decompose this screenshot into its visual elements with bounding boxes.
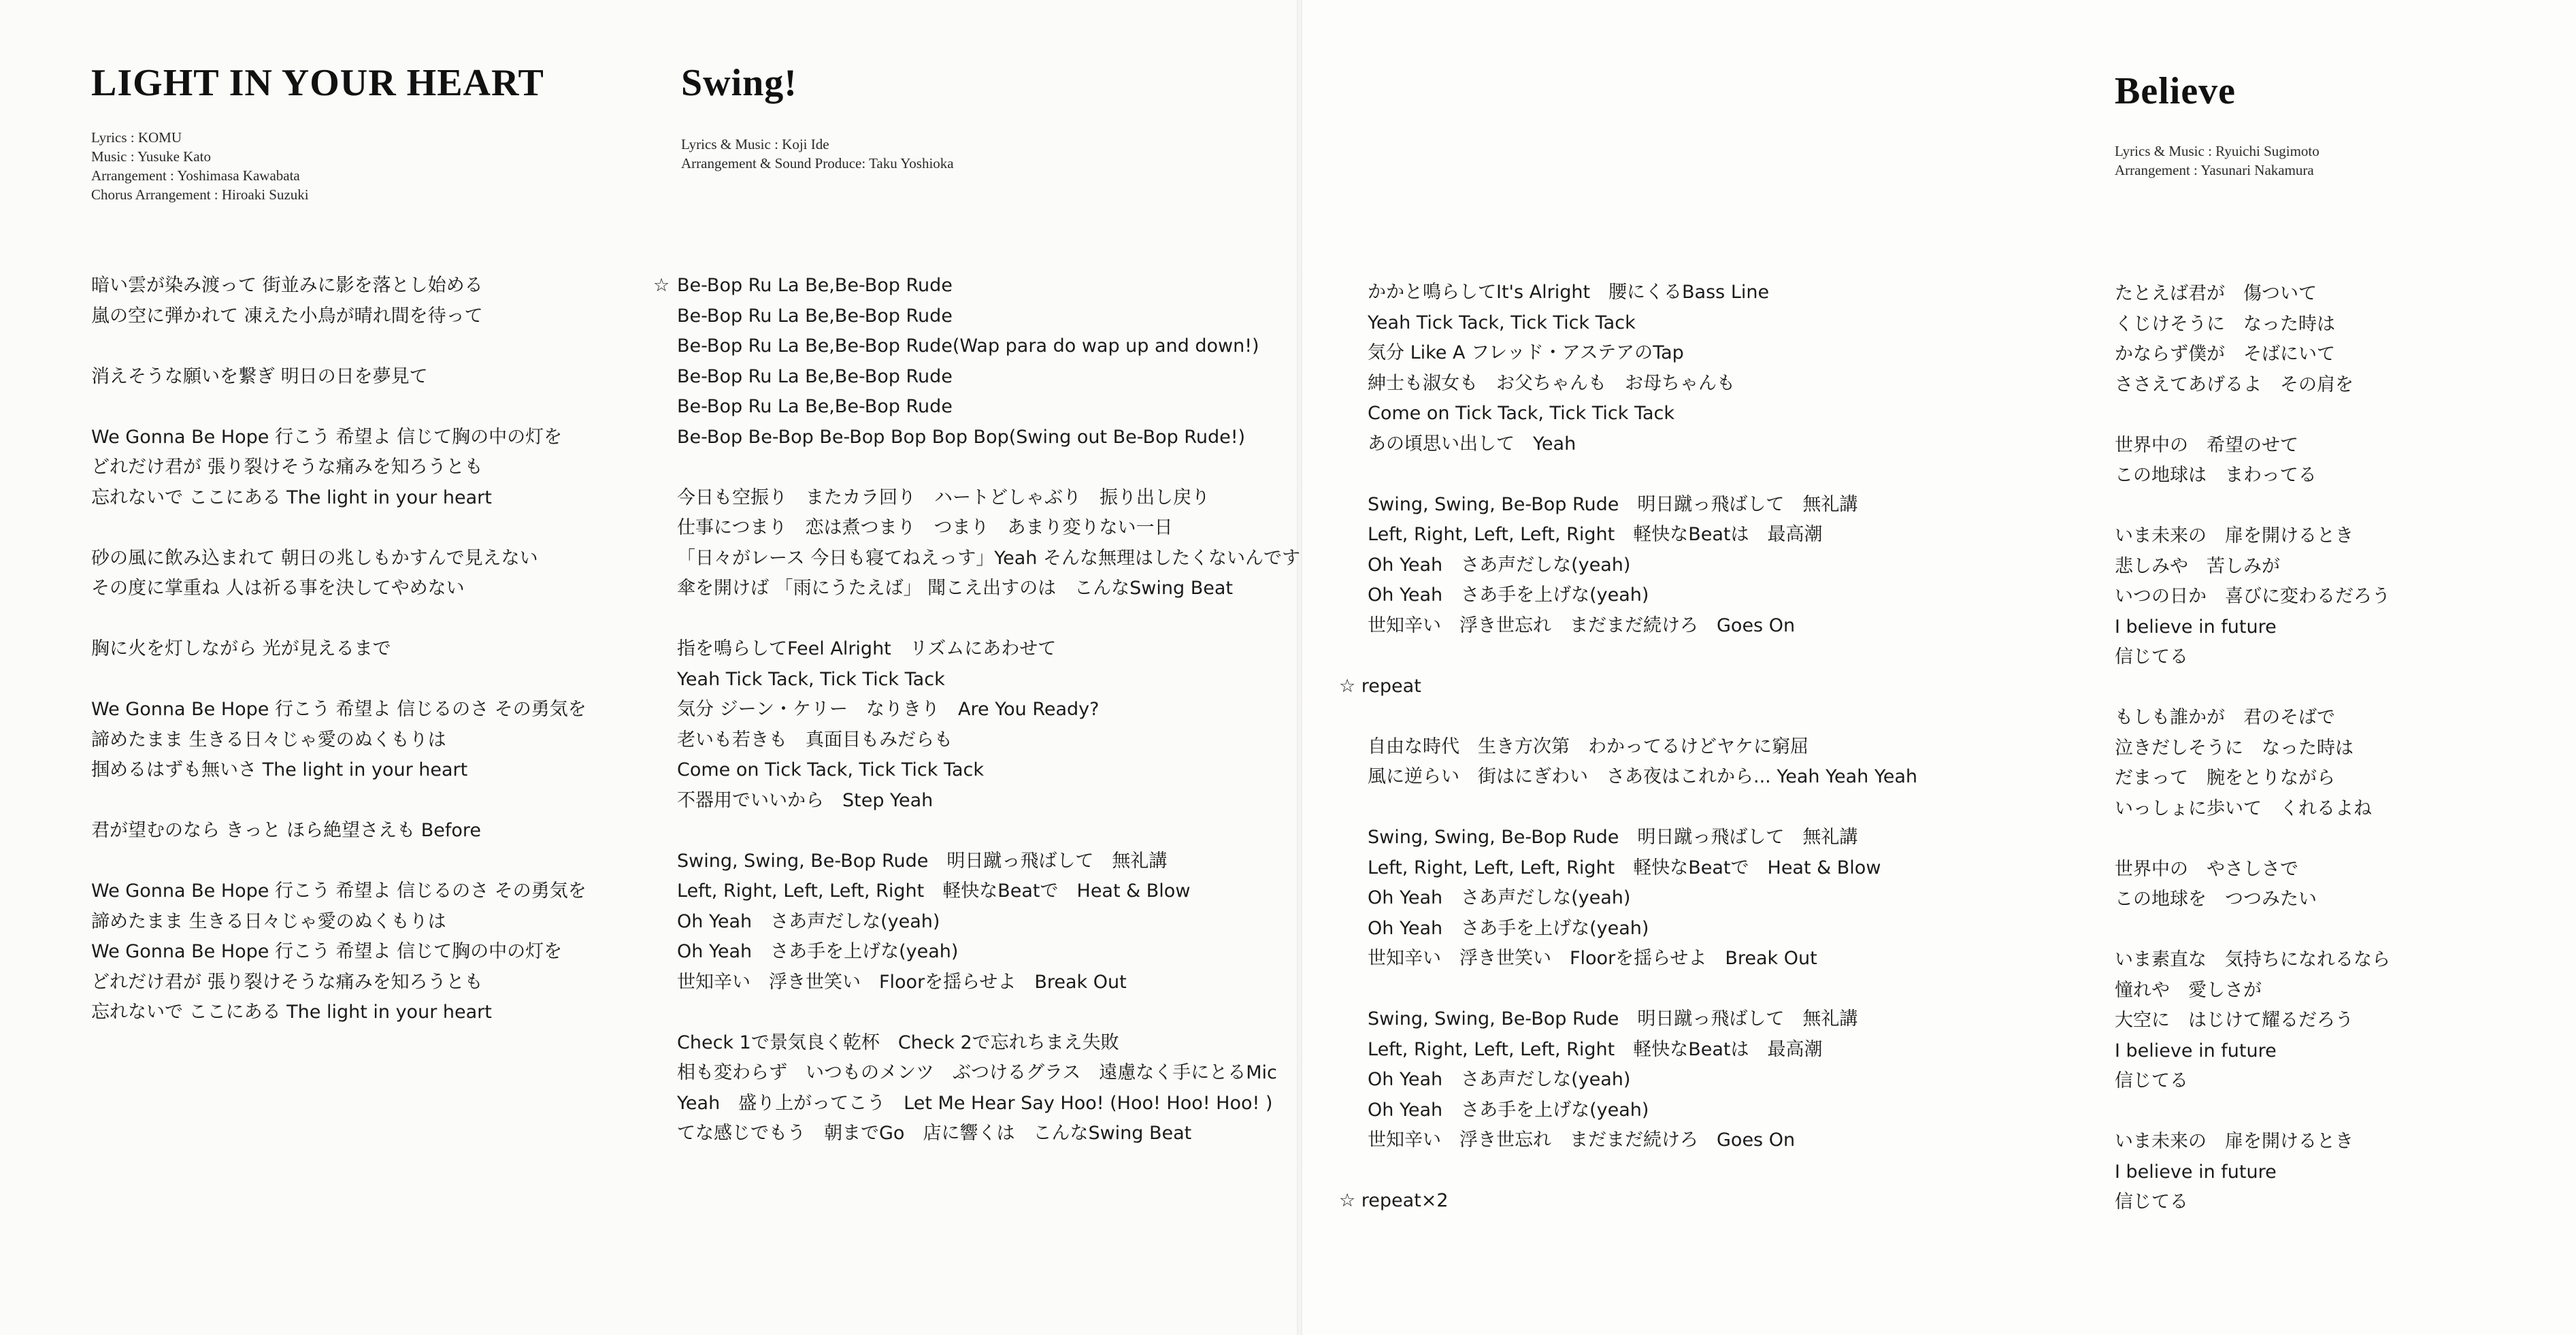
stanza-break — [2115, 491, 2390, 522]
lyric-line: 世界中の やさしさで — [2115, 858, 2298, 880]
lyric-line: てな感じでもう 朝までGo 店に響くは こんなSwing Beat — [677, 1123, 1192, 1144]
credit-line: Arrangement : Yasunari Nakamura — [2115, 162, 2314, 178]
lyric-line: かならず僕が そばにいて — [2115, 344, 2335, 365]
credit-line: Arrangement & Sound Produce: Taku Yoshioka — [681, 155, 954, 171]
lyric-line: Oh Yeah さあ声だしな(yeah) — [677, 910, 940, 932]
lyric-line: 仕事につまり 恋は煮つまり つまり あまり変りない一日 — [677, 517, 1173, 538]
stanza-break — [2115, 915, 2390, 946]
lyric-line: We Gonna Be Hope 行こう 希望よ 信じて胸の中の灯を — [91, 941, 563, 962]
lyric-line: Yeah 盛り上がってこう Let Me Hear Say Hoo! (Hoo! Hoo! Hoo! ) — [677, 1092, 1273, 1114]
lyric-line: あの頃思い出して Yeah — [1368, 433, 1576, 455]
lyric-line: もしも誰かが 君のそばで — [2115, 707, 2335, 728]
lyric-line: 憧れや 愛しさが — [2115, 979, 2262, 1001]
lyric-line: Check 1で景気良く乾杯 Check 2で忘れちまえ失敗 — [677, 1032, 1119, 1053]
lyric-line: どれだけ君が 張り裂けそうな痛みを知ろうとも — [91, 971, 483, 993]
lyrics-block — [1339, 278, 1918, 1217]
lyric-line: We Gonna Be Hope 行こう 希望よ 信じて胸の中の灯を — [91, 426, 563, 448]
lyric-line: くじけそうに なった時は — [2115, 313, 2335, 335]
stanza-break — [91, 786, 587, 817]
lyric-line: Swing, Swing, Be-Bop Rude 明日蹴っ飛ばして 無礼講 — [1368, 827, 1858, 848]
lyric-line: この地球は まわってる — [2115, 465, 2317, 486]
lyric-line: Come on Tick Tack, Tick Tick Tack — [677, 759, 985, 780]
song-credits — [2115, 142, 2550, 180]
song-credits — [681, 135, 1289, 173]
lyric-line: I believe in future — [2115, 616, 2277, 638]
star-marker: ☆ — [653, 275, 670, 296]
lyric-line: 胸に火を灯しながら 光が見えるまで — [91, 638, 391, 659]
lyric-line: 諦めたまま 生きる日々じゃ愛のぬくもりは — [91, 729, 446, 751]
lyric-line: Come on Tick Tack, Tick Tick Tack — [1368, 403, 1675, 424]
stanza-break — [677, 604, 1300, 635]
lyric-line: 不器用でいいから Step Yeah — [677, 789, 934, 811]
lyric-line: Left, Right, Left, Left, Right 軽快なBeatで Heat & Blow — [677, 880, 1191, 902]
stanza-break — [1368, 974, 1917, 1005]
lyrics-block — [2115, 279, 2390, 1218]
stanza-break — [1368, 641, 1917, 672]
lyric-line: かかと鳴らしてIt's Alright 腰にくるBass Line — [1368, 282, 1770, 303]
song-believe — [2115, 0, 2550, 1213]
lyric-line: 消えそうな願いを繋ぎ 明日の日を夢見て — [91, 365, 428, 387]
lyric-line: 紳士も淑女も お父ちゃんも お母ちゃんも — [1368, 372, 1735, 394]
lyric-line: いっしょに歩いて くれるよね — [2115, 797, 2372, 819]
lyric-line: 悲しみや 苦しみが — [2115, 555, 2280, 577]
lyric-line: Be-Bop Ru La Be,Be-Bop Rude — [677, 365, 953, 387]
lyric-line: 相も変わらず いつものメンツ ぶつけるグラス 遠慮なく手にとるMic — [677, 1062, 1277, 1083]
lyric-line: たとえば君が 傷ついて — [2115, 283, 2317, 304]
lyric-line: Swing, Swing, Be-Bop Rude 明日蹴っ飛ばして 無礼講 — [1368, 1008, 1858, 1029]
stanza-break — [1368, 1156, 1917, 1187]
stanza-break — [91, 604, 587, 635]
lyric-line: 気分 Like A フレッド・アステアのTap — [1368, 342, 1684, 363]
lyric-line: 指を鳴らしてFeel Alright リズムにあわせて — [677, 638, 1057, 659]
lyric-line: 掴めるはずも無いさ The light in your heart — [91, 759, 468, 780]
lyric-line: 忘れないで ここにある The light in your heart — [91, 1002, 492, 1023]
lyric-line: いま素直な 気持ちになれるなら — [2115, 949, 2390, 970]
lyric-line: 信じてる — [2115, 1070, 2188, 1091]
lyric-line: We Gonna Be Hope 行こう 希望よ 信じるのさ その勇気を — [91, 880, 587, 902]
lyric-line: 気分 ジーン・ケリー なりきり Are You Ready? — [677, 699, 1100, 720]
lyric-line: 今日も空振り またカラ回り ハートどしゃぶり 振り出し戻り — [677, 487, 1210, 508]
lyric-line: 嵐の空に弾かれて 凍えた小鳥が晴れ間を待って — [91, 305, 483, 327]
stanza-break — [677, 452, 1300, 483]
lyric-line: 諦めたまま 生きる日々じゃ愛のぬくもりは — [91, 910, 446, 932]
lyric-line: 泣きだしそうに なった時は — [2115, 737, 2354, 759]
lyric-line: 風に逆らい 街はにぎわい さあ夜はこれから... Yeah Yeah Yeah — [1368, 766, 1918, 787]
lyric-line: 忘れないで ここにある The light in your heart — [91, 487, 492, 508]
song-title: Swing! — [681, 62, 797, 104]
lyric-line: いま未来の 扉を開けるとき — [2115, 1131, 2354, 1152]
stanza-break — [1368, 793, 1917, 823]
lyric-line: Be-Bop Ru La Be,Be-Bop Rude — [677, 275, 953, 296]
lyric-line: その度に掌重ね 人は祈る事を決してやめない — [91, 578, 465, 599]
lyric-line: Yeah Tick Tack, Tick Tick Tack — [677, 668, 945, 690]
song-credits — [91, 128, 663, 204]
lyric-line: 世知辛い 浮き世笑い Floorを揺らせよ Break Out — [1368, 948, 1817, 969]
lyric-line: 砂の風に飲み込まれて 朝日の兆しもかすんで見えない — [91, 547, 538, 569]
lyric-line: 暗い雲が染み渡って 街並みに影を落とし始める — [91, 275, 483, 296]
lyric-line: Oh Yeah さあ手を上げな(yeah) — [1368, 584, 1649, 606]
lyric-line: 世知辛い 浮き世忘れ まだまだ続けろ Goes On — [1368, 1130, 1796, 1151]
lyric-line: Oh Yeah さあ声だしな(yeah) — [1368, 887, 1631, 908]
lyric-line: 世知辛い 浮き世忘れ まだまだ続けろ Goes On — [1368, 614, 1796, 636]
stanza-break — [2115, 400, 2390, 431]
lyric-line: Left, Right, Left, Left, Right 軽快なBeatは 最高潮 — [1368, 524, 1823, 545]
stanza-break — [2115, 824, 2390, 855]
song-title: LIGHT IN YOUR HEART — [91, 62, 544, 104]
stanza-break — [2115, 673, 2390, 704]
lyric-line: 世知辛い 浮き世笑い Floorを揺らせよ Break Out — [677, 971, 1127, 993]
credit-line: Lyrics & Music : Ryuichi Sugimoto — [2115, 143, 2319, 159]
credit-line: Lyrics & Music : Koji Ide — [681, 136, 829, 152]
lyric-line: ☆ repeat×2 — [1339, 1190, 1449, 1211]
lyric-line: Swing, Swing, Be-Bop Rude 明日蹴っ飛ばして 無礼講 — [677, 850, 1168, 872]
lyrics-block — [91, 271, 587, 1028]
lyric-line: Oh Yeah さあ手を上げな(yeah) — [1368, 917, 1649, 939]
lyric-line: Yeah Tick Tack, Tick Tick Tack — [1368, 312, 1636, 333]
stanza-break — [677, 816, 1300, 846]
lyric-line: Left, Right, Left, Left, Right 軽快なBeatは 最高潮 — [1368, 1038, 1823, 1060]
lyric-line: Oh Yeah さあ声だしな(yeah) — [1368, 554, 1631, 576]
stanza-break — [91, 331, 587, 362]
stanza-break — [91, 392, 587, 423]
lyric-line: だまって 腕をとりながら — [2115, 768, 2335, 789]
lyric-line: I believe in future — [2115, 1161, 2277, 1183]
lyric-line: いつの日か 喜びに変わるだろう — [2115, 586, 2390, 607]
lyric-line: Oh Yeah さあ手を上げな(yeah) — [677, 941, 959, 962]
lyric-line: ささえてあげるよ その肩を — [2115, 374, 2354, 395]
lyric-line: 老いも若きも 真面目もみだらも — [677, 729, 953, 751]
credit-line: Music : Yusuke Kato — [91, 148, 211, 165]
song-light-in-your-heart — [91, 0, 663, 1023]
lyric-line: Be-Bop Ru La Be,Be-Bop Rude — [677, 396, 953, 417]
lyric-line: Be-Bop Ru La Be,Be-Bop Rude(Wap para do wap up and down!) — [677, 335, 1259, 357]
credit-line: Chorus Arrangement : Hiroaki Suzuki — [91, 186, 309, 203]
lyric-line: ☆ repeat — [1339, 675, 1421, 697]
lyric-line: 傘を開けば 「雨にうたえば」 聞こえ出すのは こんなSwing Beat — [677, 578, 1233, 599]
lyric-line: どれだけ君が 張り裂けそうな痛みを知ろうとも — [91, 457, 483, 478]
song-swing — [653, 0, 1300, 1144]
lyric-line: Swing, Swing, Be-Bop Rude 明日蹴っ飛ばして 無礼講 — [1368, 493, 1858, 515]
stanza-break — [1368, 702, 1917, 732]
stanza-break — [677, 998, 1300, 1028]
credit-line: Lyrics : KOMU — [91, 129, 182, 146]
lyric-line: 世界中の 希望のせて — [2115, 434, 2298, 456]
song-title: Believe — [2115, 70, 2236, 112]
stanza-break — [91, 665, 587, 695]
lyric-line: 大空に はじけて耀るだろう — [2115, 1010, 2354, 1031]
lyric-line: この地球を つつみたい — [2115, 889, 2317, 910]
lyric-line: Left, Right, Left, Left, Right 軽快なBeatで Heat & Blow — [1368, 857, 1881, 878]
credit-line: Arrangement : Yoshimasa Kawabata — [91, 167, 300, 184]
lyric-line: We Gonna Be Hope 行こう 希望よ 信じるのさ その勇気を — [91, 699, 587, 720]
lyric-line: I believe in future — [2115, 1040, 2277, 1061]
stanza-break — [91, 513, 587, 544]
lyric-line: 自由な時代 生き方次第 わかってるけどヤケに窮屈 — [1368, 736, 1809, 757]
lyrics-block — [677, 271, 1300, 1149]
lyric-line: 「日々がレース 今日も寝てねえっす」Yeah そんな無理はしたくないんです — [677, 547, 1300, 569]
lyric-line: 信じてる — [2115, 646, 2188, 668]
lyric-line: いま未来の 扉を開けるとき — [2115, 525, 2354, 546]
stanza-break — [2115, 1097, 2390, 1127]
lyric-line: Be-Bop Be-Bop Be-Bop Bop Bop Bop(Swing out Be-Bop Rude!) — [677, 426, 1246, 448]
stanza-break — [1368, 459, 1917, 490]
lyric-line: 君が望むのなら きっと ほら絶望さえも Before — [91, 820, 482, 841]
stanza-break — [91, 846, 587, 877]
lyric-line: Oh Yeah さあ声だしな(yeah) — [1368, 1069, 1631, 1090]
lyric-line: Be-Bop Ru La Be,Be-Bop Rude — [677, 305, 953, 327]
lyric-line: Oh Yeah さあ手を上げな(yeah) — [1368, 1099, 1649, 1121]
lyric-line: 信じてる — [2115, 1191, 2188, 1213]
